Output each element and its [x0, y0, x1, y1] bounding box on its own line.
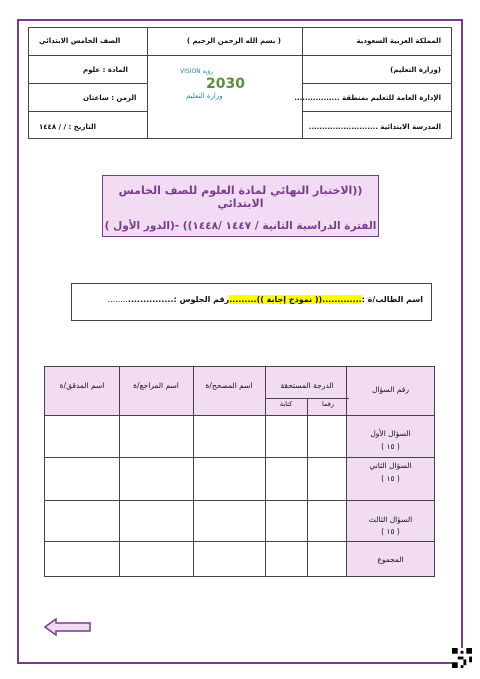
col-auditor: اسم المدقق/ة: [59, 381, 105, 390]
table-row-divider: [45, 415, 434, 416]
col-words: كتابة: [279, 400, 293, 408]
back-arrow-icon[interactable]: [44, 617, 92, 637]
grade-label: الصف الخامس الابتدائي: [39, 37, 121, 45]
bismillah-text: ( بسم الله الرحمن الرحيم ): [186, 37, 281, 45]
col-digits: رقما: [322, 400, 334, 408]
table-row-divider: [45, 541, 434, 542]
header-row-divider: [29, 111, 147, 112]
total-label: المجموع: [377, 555, 404, 564]
kingdom-text: المملكة العربية السعودية: [356, 37, 441, 45]
table-col-divider: [193, 367, 194, 576]
admin-text: الإدارة العامة للتعليم بمنطقة .................: [294, 94, 441, 102]
grade-table: [44, 366, 435, 577]
question-column-bg: [347, 367, 434, 576]
header-row-divider: [29, 55, 451, 56]
school-text: المدرسة الابتدائية ..........................: [308, 123, 441, 131]
header-col-divider: [147, 28, 148, 138]
student-info-line: [108, 295, 423, 304]
table-col-divider: [346, 367, 347, 576]
table-row-divider: [45, 500, 434, 501]
header-row-divider: [29, 83, 147, 84]
table-col-divider: [307, 398, 308, 576]
question-3-label: السؤال الثالث: [368, 515, 413, 524]
seat-number-trail: ........: [107, 295, 128, 304]
qr-code-icon: [452, 648, 472, 668]
exam-title-line1: ((الاختبار النهائي لمادة العلوم للصف الخامس الابتدائي: [118, 184, 363, 210]
student-name-label: اسم الطالب/ة :: [361, 295, 423, 304]
header-col-divider: [302, 28, 303, 138]
date-text: التاريخ : / / ١٤٤٨: [39, 123, 96, 131]
exam-title-box: [102, 175, 379, 237]
table-row-divider: [45, 457, 434, 458]
col-score: الدرجة المستحقة: [280, 381, 334, 390]
col-question: رقم السؤال: [371, 385, 410, 394]
question-1-marks: ( ١٥ ): [381, 442, 400, 451]
student-info-box: [71, 283, 432, 321]
seat-number-label: رقم الجلوس :...............: [127, 295, 230, 304]
question-2-marks: ( ١٥ ): [381, 474, 400, 483]
question-3-marks: ( ١٥ ): [381, 527, 400, 536]
question-2-label: السؤال الثاني: [369, 461, 412, 470]
duration-text: الزمن : ساعتان: [83, 94, 137, 102]
table-col-divider: [119, 367, 120, 576]
vision-2030-logo: VISION رؤية 2030 وزارة التعليم: [180, 68, 245, 100]
question-1-label: السؤال الأول: [370, 429, 411, 438]
ministry-text: (وزارة التعليم): [390, 66, 441, 74]
table-col-divider: [265, 367, 266, 576]
col-corrector: اسم المصحح/ة: [205, 381, 253, 390]
subject-text: المادة : علوم: [83, 66, 128, 74]
col-reviewer: اسم المراجع/ة: [133, 381, 179, 390]
header-row-divider: [303, 111, 451, 112]
header-row-divider: [303, 83, 451, 84]
student-name-value: .............(( نموذج إجابة )).........: [229, 295, 362, 304]
exam-title-line2: الفترة الدراسية الثانية / ١٤٤٧ /١٤٤٨)) -(الدور الأول ): [104, 220, 377, 232]
